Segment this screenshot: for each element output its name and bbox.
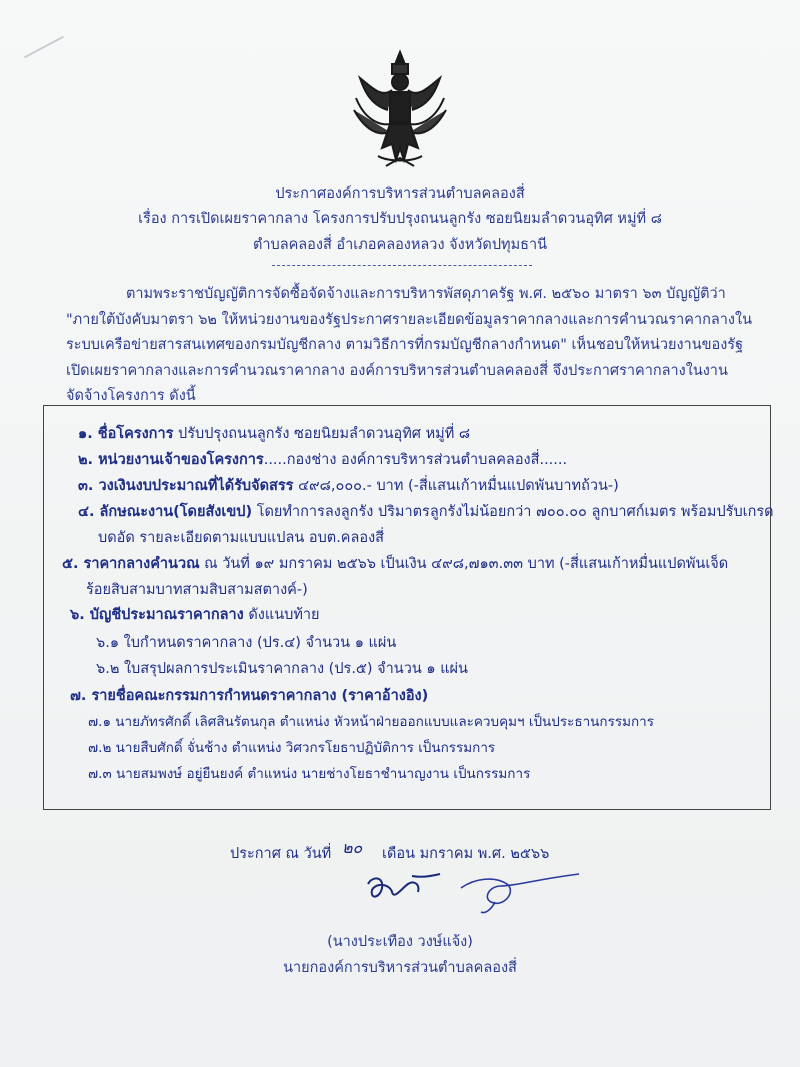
item-7-1: ๗.๑ นายภัทรศักดิ์ เลิศสินรัตนกุล ตำแหน่ง หัวหน้าฝ่ายออกแบบและควบคุมฯ เป็นประธานกรรมการ [88, 714, 654, 730]
item-6-label: ๖. บัญชีประมาณราคากลาง [70, 607, 244, 623]
signer-title: นายกองค์การบริหารส่วนตำบลคลองสี่ [283, 960, 517, 976]
intro-line-1: ตามพระราชบัญญัติการจัดซื้อจัดจ้างและการบริหารพัสดุภาครัฐ พ.ศ. ๒๕๖๐ มาตรา ๖๓ บัญญัติว่า [126, 286, 726, 302]
item-2-label: ๒. หน่วยงานเจ้าของโครงการ [78, 452, 264, 468]
header-subject: เรื่อง การเปิดเผยราคากลาง โครงการปรับปรุงถนนลูกรัง ซอยนิยมลำดวนอุทิศ หมู่ที่ ๘ [138, 211, 662, 227]
item-6-value: ดังแนบท้าย [248, 607, 320, 623]
item-2-value: .....กองช่าง องค์การบริหารส่วนตำบลคลองสี่...... [263, 452, 568, 468]
item-4-value: โดยทำการลงลูกรัง ปริมาตรลูกรังไม่น้อยกว่า ๗๐๐.๐๐ ลูกบาศก์เมตร พร้อมปรับเกรด [256, 504, 774, 520]
header-location: ตำบลคลองสี่ อำเภอคลองหลวง จังหวัดปทุมธานี [252, 237, 548, 253]
header-divider [272, 265, 532, 266]
item-1-label: ๑. ชื่อโครงการ [78, 426, 174, 442]
item-7: ๗. รายชื่อคณะกรรมการกำหนดราคากลาง (ราคาอ้างอิง) [70, 688, 429, 704]
initial-signature [362, 870, 442, 915]
item-6-1: ๖.๑ ใบกำหนดราคากลาง (ปร.๔) จำนวน ๑ แผ่น [96, 635, 397, 651]
item-5-cont: ร้อยสิบสามบาทสามสิบสามสตางค์-) [86, 582, 308, 598]
item-4-cont: บดอัด รายละเอียดตามแบบแปลน อบต.คลองสี่ [98, 530, 385, 546]
item-3 [78, 474, 619, 497]
item-7-2: ๗.๒ นายสืบศักดิ์ จั่นช้าง ตำแหน่ง วิศวกรโยธาปฏิบัติการ เป็นกรรมการ [88, 740, 496, 756]
intro-line-3: ระบบเครือข่ายสารสนเทศของกรมบัญชีกลาง ตามวิธีการที่กรมบัญชีกลางกำหนด" เห็นชอบให้หน่วยงานของรัฐ [66, 337, 744, 353]
item-3-value: ๔๙๘,๐๐๐.- บาท (-สี่แสนเก้าหมื่นแปดพันบาทถ้วน-) [298, 478, 619, 494]
intro-paragraph [66, 282, 762, 410]
header-org: ประกาศองค์การบริหารส่วนตำบลคลองสี่ [275, 186, 525, 202]
announce-date-rest: เดือน มกราคม พ.ศ. ๒๕๖๖ [382, 846, 550, 862]
item-6-2: ๖.๒ ใบสรุปผลการประเมินราคากลาง (ปร.๕) จำนวน ๑ แผ่น [96, 661, 468, 677]
intro-line-5: จัดจ้างโครงการ ดังนี้ [66, 388, 196, 404]
item-5-value: ณ วันที่ ๑๙ มกราคม ๒๕๖๖ เป็นเงิน ๔๙๘,๗๑๓.๓๓ บาท (-สี่แสนเก้าหมื่นแปดพันเจ็ด [204, 556, 729, 572]
item-3-label: ๓. วงเงินงบประมาณที่ได้รับจัดสรร [78, 478, 294, 494]
item-4 [78, 500, 774, 523]
signer-name: (นางประเทือง วงษ์แจ้ง) [327, 934, 473, 950]
item-1-value: ปรับปรุงถนนลูกรัง ซอยนิยมลำดวนอุทิศ หมู่ที่ ๘ [178, 426, 471, 442]
intro-line-4: เปิดเผยราคากลางและการคำนวณราคากลาง องค์การบริหารส่วนตำบลคลองสี่ จึงประกาศราคากลางในงาน [66, 362, 728, 379]
announce-day: ๒๐ [342, 838, 363, 857]
item-5-label: ๕. ราคากลางคำนวณ [62, 556, 200, 572]
item-5 [62, 552, 728, 575]
announce-prefix: ประกาศ ณ วันที่ [230, 846, 332, 862]
item-2 [78, 448, 567, 471]
official-signature [455, 868, 585, 918]
item-7-3: ๗.๓ นายสมพงษ์ อยู่ยืนยงค์ ตำแหน่ง นายช่างโยธาชำนาญงาน เป็นกรรมการ [88, 766, 531, 782]
garuda-emblem-icon [352, 48, 448, 170]
item-6 [70, 603, 320, 626]
intro-line-2: "ภายใต้บังคับมาตรา ๖๒ ให้หน่วยงานของรัฐประกาศรายละเอียดข้อมูลราคากลางและการคำนวณราคากลางใน [66, 311, 752, 328]
item-4-label: ๔. ลักษณะงาน(โดยสังเขป) [78, 504, 253, 520]
paper-mark [24, 36, 64, 58]
item-1 [78, 422, 470, 445]
